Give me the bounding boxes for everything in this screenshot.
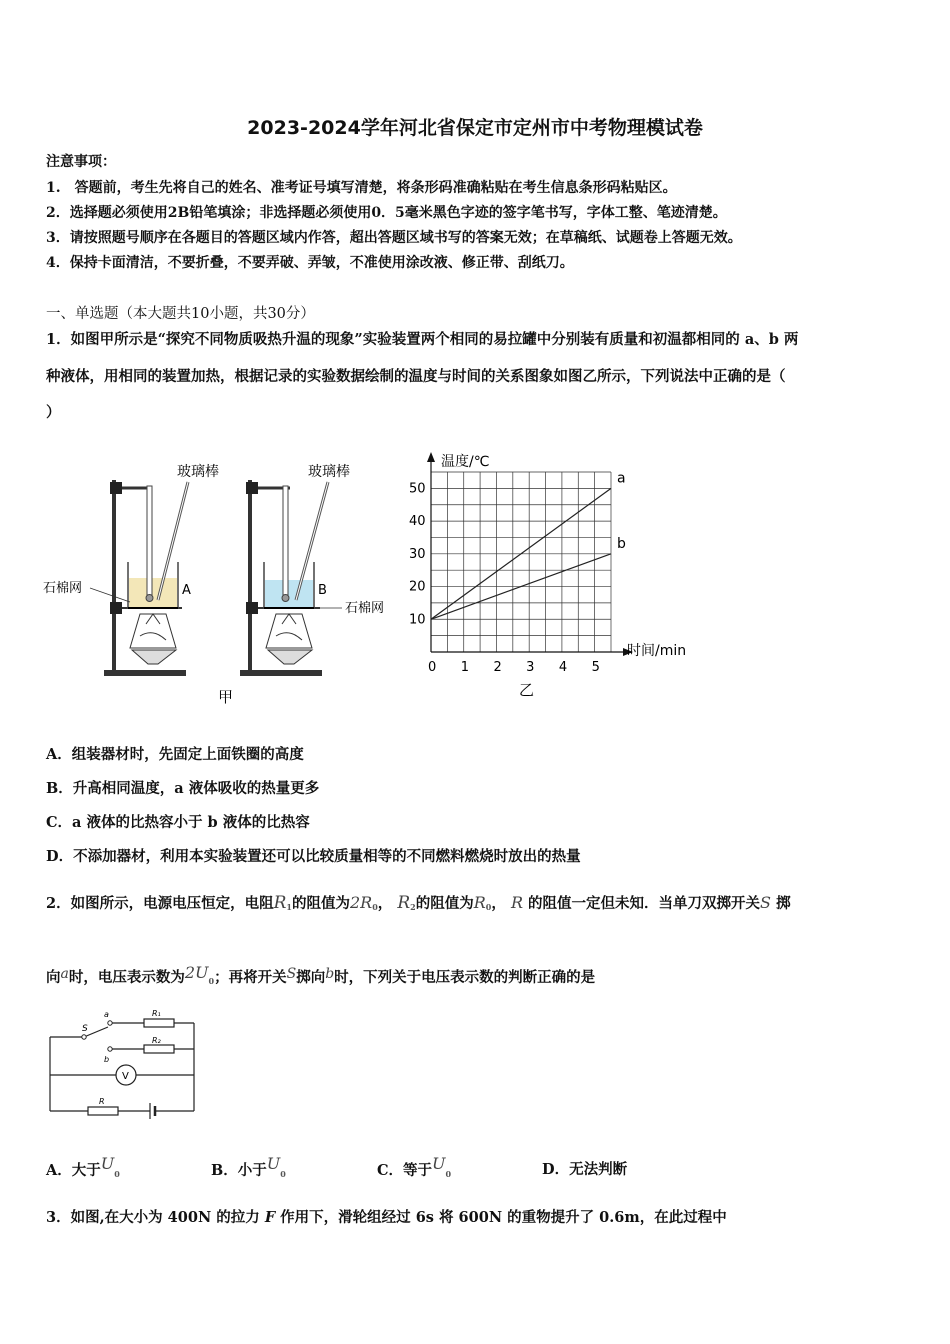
q2-stem-line2: 向a时，电压表示数为$2U_0$；再将开关S掷向b时，下列关于电压表示数的判断正确的是 [46,963,596,986]
notice-heading: 注意事项： [46,154,116,170]
chart-caption: 乙 [519,681,535,699]
x-axis-label: 时间/min [627,643,687,659]
x-tick-label: 4 [558,660,568,675]
q1-stem-line: ） [46,404,61,421]
notice-item: 4．保持卡面清洁，不要折叠，不要弄破、弄皱，不准使用涂改液、修正带、刮纸刀。 [46,255,574,271]
y-axis-label: 温度/℃ [441,454,490,470]
section-heading: 一、单选题（本大题共10小题，共30分） [46,306,315,322]
x-tick-label: 1 [460,660,470,675]
y-tick-label: 50 [409,481,426,497]
series-label-b: b [617,535,626,552]
y-tick-label: 40 [409,514,426,530]
x-tick-label: 0 [428,660,437,675]
q2-stem-line1: 2．如图所示，电源电压恒定，电阻$R_1$的阻值为$2R_0$， $R_2$的阻值为$R_0$， R 的阻值一定但未知．当单刀双掷开关S 掷 [46,893,791,913]
q2-option-a[interactable]: A．大于$U_0$ [46,1154,120,1179]
figure-caption-jia: 甲 [218,688,234,706]
chart-grid [431,472,611,652]
x-tick-label: 5 [591,660,600,675]
y-tick-label: 10 [409,612,426,628]
circuit-label-r: R [99,1097,105,1106]
q2-option-b[interactable]: B．小于$U_0$ [211,1154,286,1179]
label-glass-rod: 玻璃棒 [177,464,219,480]
notice-item: 1. 答题前，考生先将自己的姓名、准考证号填写清楚，将条形码准确粘贴在考生信息条形码粘贴区。 [46,180,677,196]
q1-option-c[interactable]: C．a 液体的比热容小于 b 液体的比热容 [46,814,310,831]
circuit-label-r1: R₁ [152,1009,161,1018]
notice-item: 3．请按照题号顺序在各题目的答题区域内作答，超出答题区域书写的答案无效；在草稿纸、试题卷上答题无效。 [46,230,742,246]
circuit-label-b: b [104,1055,110,1064]
circuit-label-s: S [82,1024,88,1034]
label-beaker-a: A [182,583,191,598]
q1-stem-line: 1．如图甲所示是“探究不同物质吸热升温的现象”实验装置两个相同的易拉罐中分别装有质量和初温都相同的 a、b 两 [46,331,799,348]
x-tick-label: 2 [493,660,502,675]
q1-stem-line: 种液体，用相同的装置加热，根据记录的实验数据绘制的温度与时间的关系图象如图乙所示，下列说法中正确的是（ [46,368,786,385]
notice-item: 2．选择题必须使用2B铅笔填涂；非选择题必须使用0．5毫米黑色字迹的签字笔书写，字体工整、笔迹清楚。 [46,205,727,221]
q1-option-b[interactable]: B．升高相同温度，a 液体吸收的热量更多 [46,780,320,797]
series-label-a: a [617,470,626,487]
x-tick-label: 3 [526,660,535,675]
circuit-diagram [44,1005,204,1120]
q1-option-a[interactable]: A．组装器材时，先固定上面铁圈的高度 [46,746,304,763]
y-axis-arrow [427,452,435,462]
label-asbestos-net: 石棉网 [345,601,385,616]
q3-stem-line: 3．如图,在大小为 400N 的拉力 F 作用下，滑轮组经过 6s 将 600N 的重物提升了 0.6m，在此过程中 [46,1209,727,1226]
y-tick-label: 20 [409,579,426,595]
label-glass-rod: 玻璃棒 [308,464,350,480]
q2-option-c[interactable]: C．等于$U_0$ [377,1154,452,1179]
circuit-label-r2: R₂ [152,1036,161,1045]
voltmeter-label: V [122,1071,129,1082]
q2-option-d[interactable]: D．无法判断 [542,1161,628,1178]
apparatus-figure [40,450,410,715]
page-title: 2023-2024学年河北省保定市定州市中考物理模试卷 [247,117,703,139]
label-asbestos-net: 石棉网 [43,581,83,596]
circuit-label-a: a [104,1010,109,1019]
label-beaker-b: B [318,583,327,598]
y-tick-label: 30 [409,546,426,562]
temperature-time-chart [395,440,715,710]
q1-option-d[interactable]: D．不添加器材，利用本实验装置还可以比较质量相等的不同燃料燃烧时放出的热量 [46,848,581,865]
